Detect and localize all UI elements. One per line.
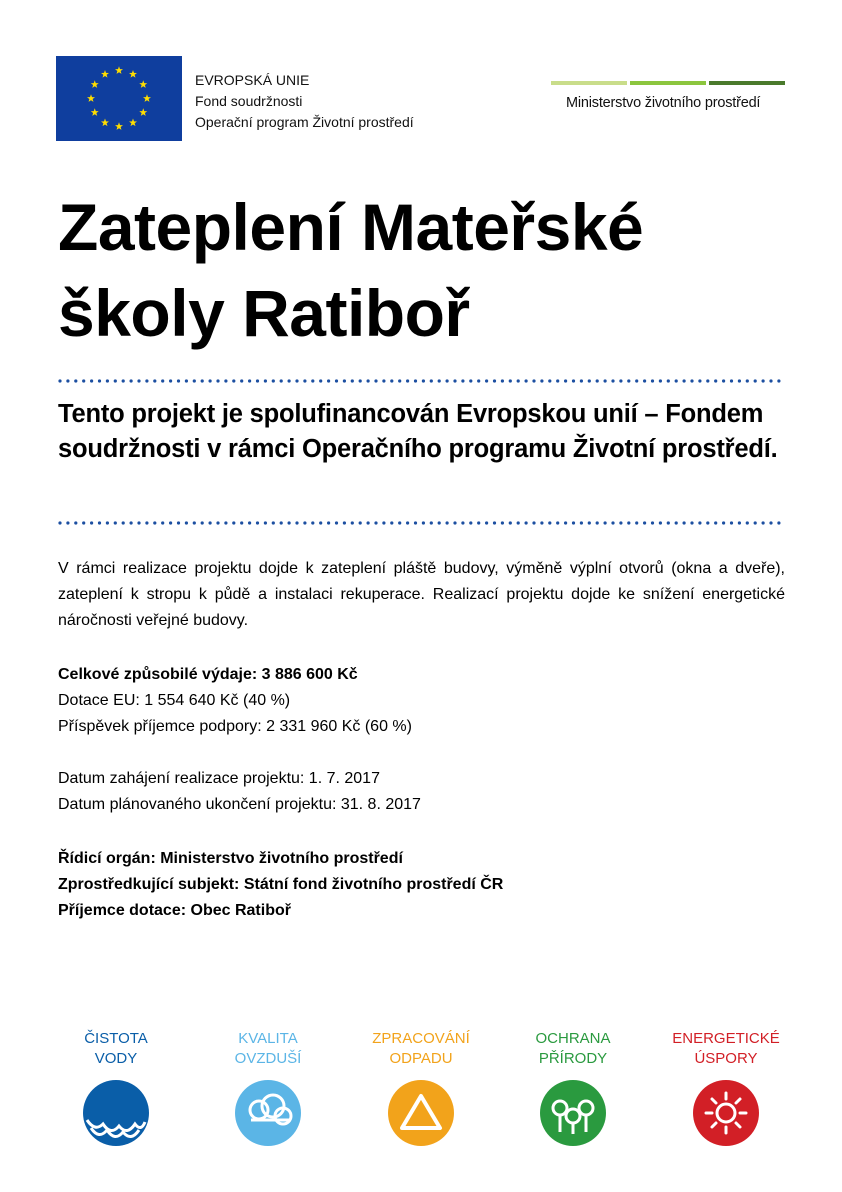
- eu-caption: [195, 70, 414, 133]
- recipient-contribution: Příspěvek příjemce podpory: 2 331 960 Kč (60 %): [58, 718, 412, 735]
- eu-flag-logo: [56, 56, 182, 141]
- ministry-bar-dark: [709, 81, 785, 85]
- icon-group-nature: [518, 1029, 628, 1146]
- end-date: Datum plánovaného ukončení projektu: 31. 8. 2017: [58, 796, 421, 813]
- icon-label-line-2: ÚSPORY: [694, 1050, 758, 1067]
- icon-label-line-1: KVALITA: [238, 1030, 298, 1047]
- eu-star-icon: [143, 94, 151, 102]
- ministry-logo-text: Ministerstvo životního prostředí: [566, 95, 761, 111]
- eu-caption-line: EVROPSKÁ UNIE: [195, 72, 310, 88]
- eu-star-icon: [139, 108, 147, 116]
- grant-recipient: Příjemce dotace: Obec Ratiboř: [58, 902, 291, 919]
- project-description: V rámci realizace projektu dojde k zateplení pláště budovy, výměně výplní otvorů (okna a dveře), zateplení k stropu k půdě a instalaci rekuperace. Realizací projektu dojde ke snížení energetické náročnosti veřejné budovy.: [58, 560, 785, 629]
- managing-authority: Řídicí orgán: Ministerstvo životního prostředí: [58, 850, 403, 867]
- icon-label: [671, 1029, 781, 1069]
- energy-savings-icon: [693, 1080, 759, 1146]
- icon-label-line-1: ZPRACOVÁNÍ: [372, 1030, 470, 1047]
- title-line-1: Zateplení Mateřské: [58, 190, 644, 264]
- eu-caption-line: Operační program Životní prostředí: [195, 114, 414, 130]
- icon-label-line-1: OCHRANA: [535, 1030, 611, 1047]
- dotted-divider-bottom: [58, 521, 785, 525]
- total-costs: Celkové způsobilé výdaje: 3 886 600 Kč: [58, 666, 358, 683]
- icon-label: [366, 1029, 476, 1069]
- air-quality-icon: [235, 1080, 301, 1146]
- icon-label-line-2: PŘÍRODY: [538, 1050, 608, 1067]
- icon-group-water: [61, 1029, 171, 1146]
- funding-statement: Tento projekt je spolufinancován Evropskou unií – Fondem soudržnosti v rámci Operačního programu Životní prostředí.: [58, 400, 778, 463]
- icon-label-line-2: ODPADU: [389, 1050, 453, 1067]
- icon-label-line-2: OVZDUŠÍ: [234, 1050, 302, 1067]
- ministry-logo-bars: [551, 81, 785, 85]
- icon-group-energy: [671, 1029, 781, 1146]
- eu-caption-line: Fond soudržnosti: [195, 93, 303, 109]
- icon-group-air: [213, 1029, 323, 1146]
- ministry-bar-mid: [630, 81, 706, 85]
- eu-star-icon: [101, 70, 109, 78]
- waste-processing-icon: [388, 1080, 454, 1146]
- water-purity-icon: [83, 1080, 149, 1146]
- eu-star-icon: [139, 80, 147, 88]
- intermediate-body: Zprostředkující subjekt: Státní fond životního prostředí ČR: [58, 876, 504, 893]
- eu-star-icon: [91, 80, 99, 88]
- icon-label: [518, 1029, 628, 1069]
- nature-protection-icon: [540, 1080, 606, 1146]
- icon-label-line-1: ENERGETICKÉ: [672, 1030, 780, 1047]
- dotted-divider-top: [58, 379, 785, 383]
- icon-label-line-1: ČISTOTA: [84, 1030, 148, 1047]
- eu-star-icon: [91, 108, 99, 116]
- title-line-2: školy Ratiboř: [58, 276, 470, 350]
- page-title: [58, 184, 798, 356]
- icon-label-line-2: VODY: [94, 1050, 138, 1067]
- start-date: Datum zahájení realizace projektu: 1. 7. 2017: [58, 770, 380, 787]
- icon-label: [213, 1029, 323, 1069]
- eu-star-icon: [129, 119, 137, 127]
- eu-star-icon: [129, 70, 137, 78]
- eu-star-icon: [115, 122, 123, 130]
- icon-label: [61, 1029, 171, 1069]
- eu-subsidy: Dotace EU: 1 554 640 Kč (40 %): [58, 692, 291, 709]
- eu-star-icon: [87, 94, 95, 102]
- eu-star-icon: [115, 66, 123, 74]
- eu-star-icon: [101, 119, 109, 127]
- ministry-bar-light: [551, 81, 627, 85]
- icon-group-waste: [366, 1029, 476, 1146]
